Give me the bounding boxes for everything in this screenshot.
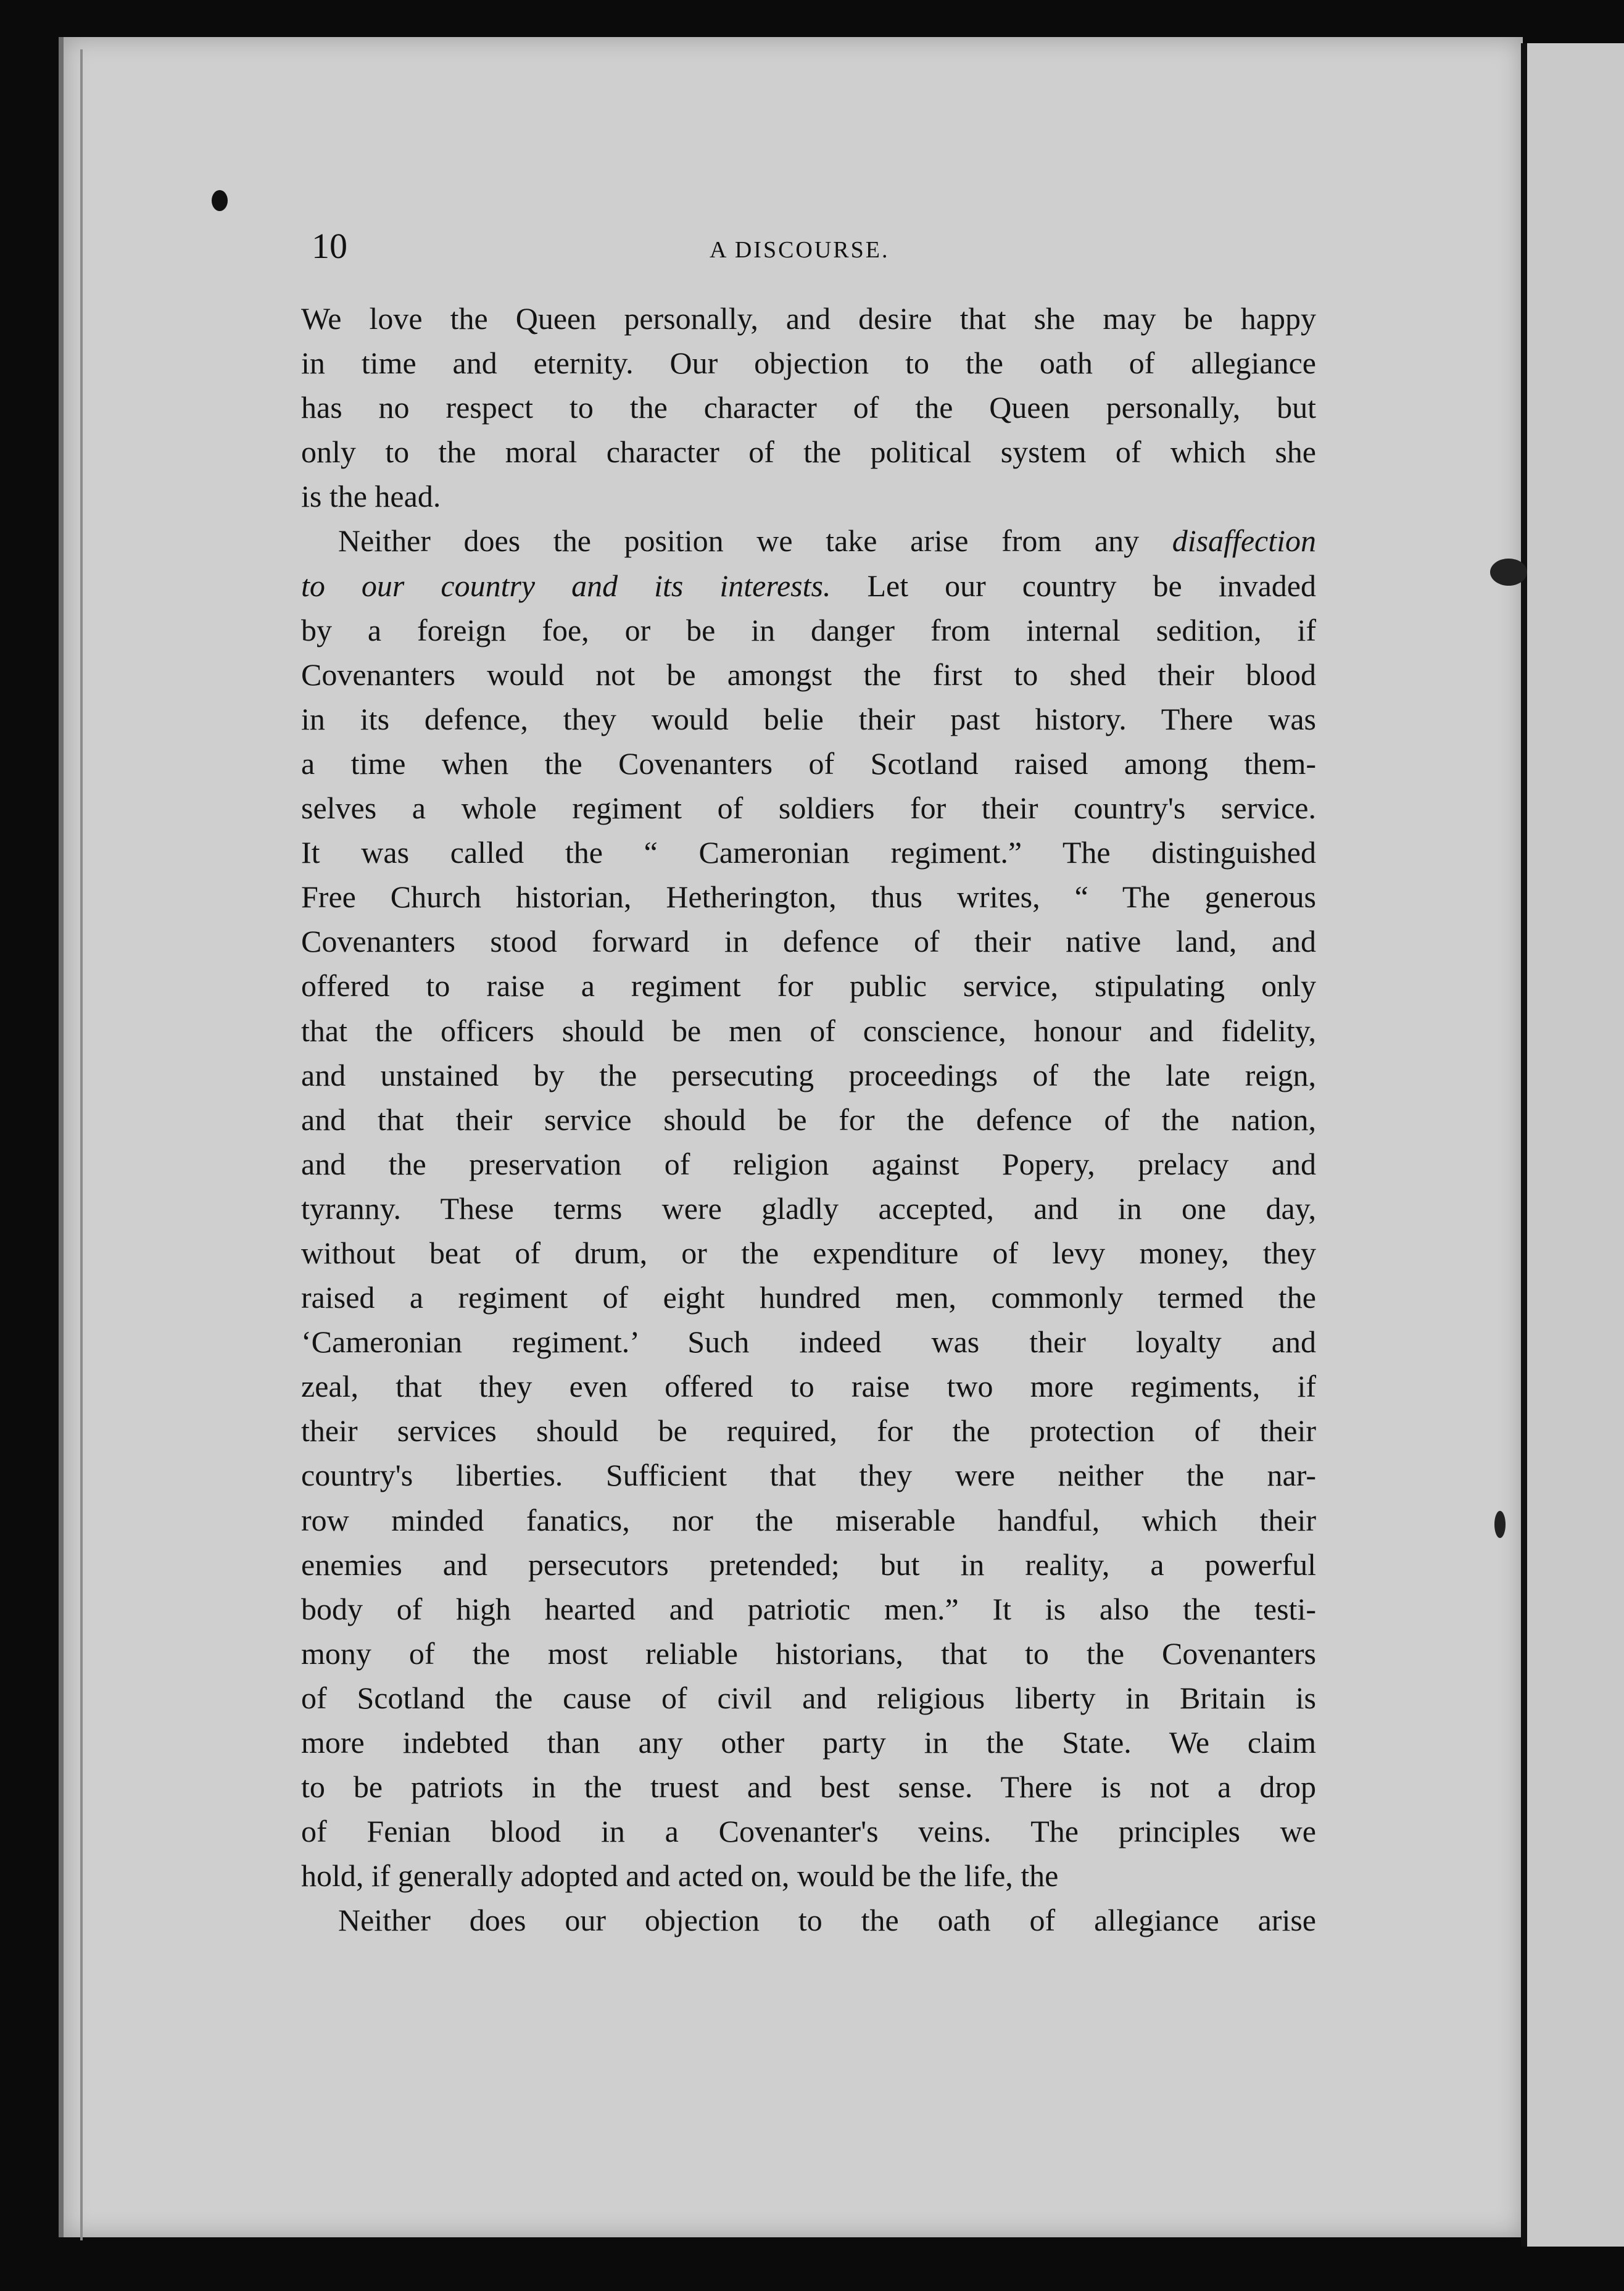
text-line: selves a whole regiment of soldiers for their country's service. [301,791,1316,826]
page-edge-line [80,49,83,2240]
paragraph [301,296,1316,518]
text-line: without beat of drum, or the expenditure of levy money, they [301,1235,1316,1270]
text-line: Covenanters would not be amongst the first to shed their blood [301,657,1316,692]
text-line: tyranny. These terms were gladly accepted, and in one day, [301,1191,1316,1226]
text-line: of Fenian blood in a Covenanter's veins. The principles we [301,1814,1316,1849]
text-line: ‘Cameronian regiment.’ Such indeed was their loyalty and [301,1324,1316,1360]
text-line: is the head. [301,479,441,514]
binding-hole-mark [212,190,228,211]
text-line: offered to raise a regiment for public service, stipulating only [301,968,1316,1004]
text-line: and that their service should be for the defence of the nation, [301,1102,1316,1137]
text-line: a time when the Covenanters of Scotland raised among them- [301,746,1316,781]
text-line: enemies and persecutors pretended; but in reality, a powerful [301,1547,1316,1582]
text-line: has no respect to the character of the Queen personally, but [301,390,1316,425]
text-line: of Scotland the cause of civil and religious liberty in Britain is [301,1680,1316,1715]
italic-run: to our country and its interests. [301,568,831,603]
text-line: mony of the most reliable historians, that to the Covenanters [301,1636,1316,1671]
text-run: Let our country be invaded [831,568,1317,603]
document-body [301,296,1316,1942]
text-line: Neither does our objection to the oath of allegiance arise [338,1903,1316,1938]
text-line: and unstained by the persecuting proceedings of the late reign, [301,1057,1316,1092]
text-line: row minded fanatics, nor the miserable handful, which their [301,1502,1316,1537]
text-line: Covenanters stood forward in defence of their native land, and [301,924,1316,959]
paragraph [301,1898,1316,1942]
text-line: Free Church historian, Hetherington, thus writes, “ The generous [301,879,1316,915]
text-line: country's liberties. Sufficient that they were neither the nar- [301,1458,1316,1493]
text-line: in time and eternity. Our objection to the oath of allegiance [301,346,1316,381]
text-line: body of high hearted and patriotic men.” It is also the testi- [301,1591,1316,1626]
text-line: their services should be required, for the protection of their [301,1413,1316,1449]
text-run: Neither does the position we take arise from any [338,523,1172,559]
adjacent-page-edge [1521,43,1624,2247]
page-header [312,225,1324,275]
text-line: hold, if generally adopted and acted on, would be the life, the [301,1858,1059,1894]
text-line [301,518,1316,563]
text-line [301,563,1316,608]
text-line: more indebted than any other party in the State. We claim [301,1725,1316,1760]
text-line: by a foreign foe, or be in danger from internal sedition, if [301,612,1316,647]
clip-mark-icon [1490,559,1527,586]
text-line: raised a regiment of eight hundred men, commonly termed the [301,1280,1316,1315]
text-line: zeal, that they even offered to raise two more regiments, if [301,1369,1316,1404]
text-line: only to the moral character of the political system of which she [301,434,1316,470]
text-line: We love the Queen personally, and desire that she may be happy [301,301,1316,336]
running-head: A DISCOURSE. [710,237,890,263]
paragraph [301,518,1316,1898]
italic-run: disaffection [1172,523,1316,559]
text-line: to be patriots in the truest and best sense. There is not a drop [301,1769,1316,1805]
text-line: in its defence, they would belie their past history. There was [301,701,1316,736]
text-line: and the preservation of religion against Popery, prelacy and [301,1146,1316,1181]
text-line: that the officers should be men of conscience, honour and fidelity, [301,1013,1316,1048]
page-number: 10 [312,226,347,266]
clip-mark-icon [1494,1511,1506,1538]
text-line: It was called the “ Cameronian regiment.” The distinguished [301,835,1316,870]
